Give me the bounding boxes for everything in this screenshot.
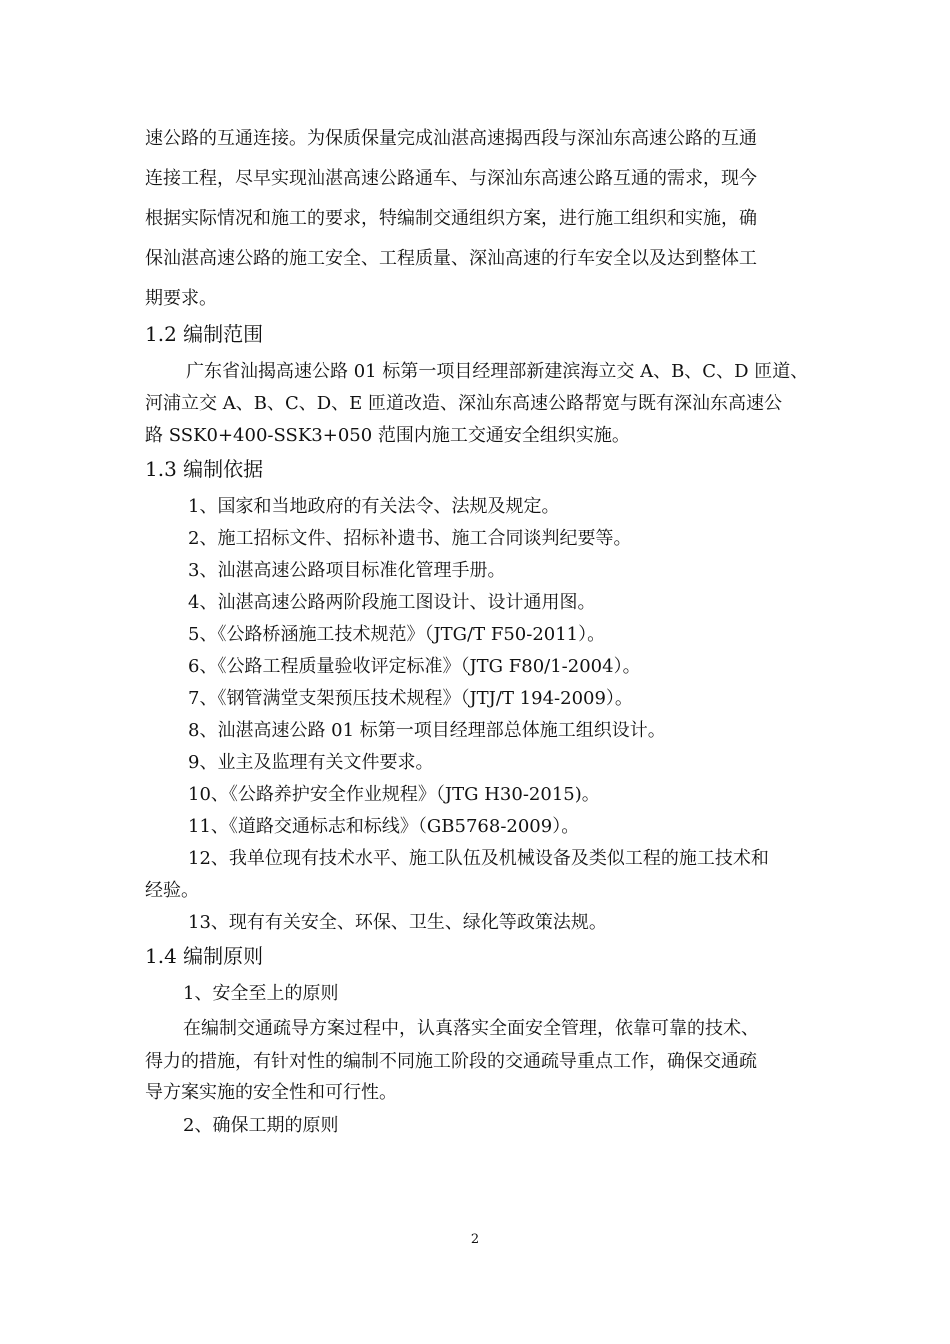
intro-line-4: 保汕湛高速公路的施工安全、工程质量、深汕高速的行车安全以及达到整体工 xyxy=(145,248,757,269)
principle-1-line-3: 导方案实施的安全性和可行性。 xyxy=(145,1082,397,1103)
section-heading-1-3: 1.3 编制依据 xyxy=(145,457,264,481)
principle-2-title: 2、确保工期的原则 xyxy=(183,1115,339,1136)
principle-1-line-1: 在编制交通疏导方案过程中，认真落实全面安全管理，依靠可靠的技术、 xyxy=(183,1018,759,1039)
principle-1-line-2: 得力的措施，有针对性的编制不同施工阶段的交通疏导重点工作，确保交通疏 xyxy=(145,1051,757,1072)
basis-item-12-cont: 经验。 xyxy=(145,880,199,901)
basis-item-5: 5、《公路桥涵施工技术规范》（JTG/T F50-2011）。 xyxy=(188,624,606,645)
basis-item-4: 4、汕湛高速公路两阶段施工图设计、设计通用图。 xyxy=(188,592,596,613)
basis-item-10: 10、《公路养护安全作业规程》（JTG H30-2015)。 xyxy=(188,784,600,805)
scope-line-1: 广东省汕揭高速公路 01 标第一项目经理部新建滨海立交 A、B、C、D 匝道、 xyxy=(186,361,809,382)
basis-item-12: 12、我单位现有技术水平、施工队伍及机械设备及类似工程的施工技术和 xyxy=(188,848,769,869)
basis-item-2: 2、施工招标文件、招标补遗书、施工合同谈判纪要等。 xyxy=(188,528,632,549)
section-heading-1-2: 1.2 编制范围 xyxy=(145,322,264,346)
scope-line-2: 河浦立交 A、B、C、D、E 匝道改造、深汕东高速公路帮宽与既有深汕东高速公 xyxy=(145,393,783,414)
section-heading-1-4: 1.4 编制原则 xyxy=(145,944,264,968)
basis-item-7: 7、《钢管满堂支架预压技术规程》（JTJ/T 194-2009）。 xyxy=(188,688,633,709)
intro-line-5: 期要求。 xyxy=(145,288,217,309)
basis-item-6: 6、《公路工程质量验收评定标准》（JTG F80/1-2004）。 xyxy=(188,656,641,677)
basis-item-11: 11、《道路交通标志和标线》（GB5768-2009）。 xyxy=(188,816,580,837)
basis-item-13: 13、现有有关安全、环保、卫生、绿化等政策法规。 xyxy=(188,912,607,933)
intro-line-2: 连接工程，尽早实现汕湛高速公路通车、与深汕东高速公路互通的需求，现今 xyxy=(145,168,757,189)
basis-item-1: 1、国家和当地政府的有关法令、法规及规定。 xyxy=(188,496,560,517)
principle-1-title: 1、安全至上的原则 xyxy=(183,983,339,1004)
intro-line-1: 速公路的互通连接。为保质保量完成汕湛高速揭西段与深汕东高速公路的互通 xyxy=(145,128,757,149)
intro-line-3: 根据实际情况和施工的要求，特编制交通组织方案，进行施工组织和实施，确 xyxy=(145,208,757,229)
basis-item-8: 8、汕湛高速公路 01 标第一项目经理部总体施工组织设计。 xyxy=(188,720,666,741)
scope-line-3: 路 SSK0+400-SSK3+050 范围内施工交通安全组织实施。 xyxy=(145,425,630,446)
page-number: 2 xyxy=(470,1232,480,1247)
basis-item-3: 3、汕湛高速公路项目标准化管理手册。 xyxy=(188,560,506,581)
basis-item-9: 9、业主及监理有关文件要求。 xyxy=(188,752,434,773)
